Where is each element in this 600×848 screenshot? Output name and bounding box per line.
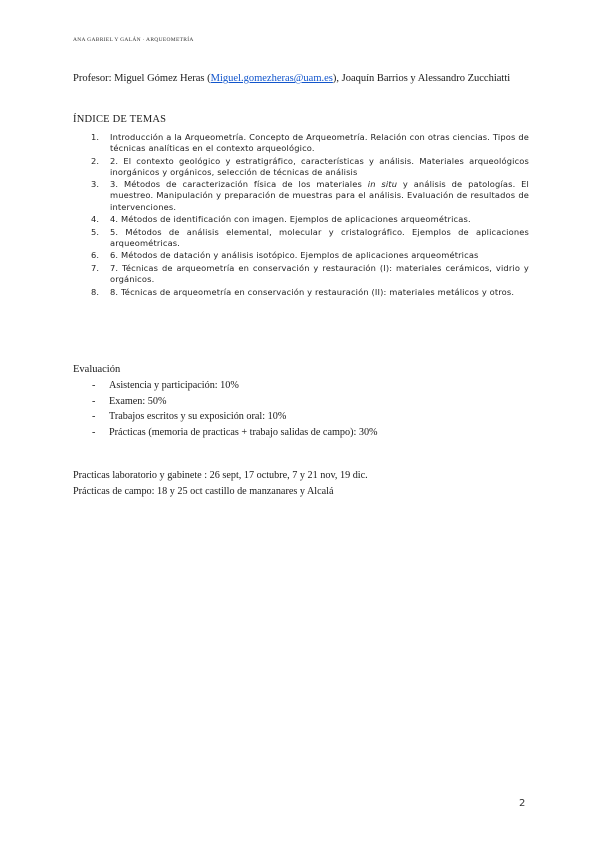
list-item	[73, 250, 529, 261]
topic-text: 4. Métodos de identificación con imagen. Ejemplos de aplicaciones arqueométricas.	[110, 214, 471, 225]
evaluation-item-text: Examen: 50%	[109, 395, 167, 407]
list-item	[73, 132, 529, 154]
list-item	[73, 263, 529, 285]
topic-text: 2. El contexto geológico y estratigráfico, características y análisis. Materiales arqueológicos inorgánicos y orgánicos, selección de técnicas de análisis	[110, 155, 529, 177]
topic-number: 3.	[91, 179, 100, 190]
topic-text: 7. Técnicas de arqueometría en conservación y restauración (I): materiales cerámicos, vidrio y orgánicos.	[110, 263, 529, 285]
dash-bullet: -	[92, 426, 96, 438]
list-item	[73, 409, 378, 425]
topic-text-after: y análisis de patologías. El muestreo. Manipulación y preparación de muestras para el análisis. Evaluación de resultados de intervenciones.	[110, 179, 530, 212]
list-item	[73, 214, 529, 225]
field-practices-line: Prácticas de campo: 18 y 25 oct castillo de manzanares y Alcalá	[73, 485, 334, 497]
topic-text: Introducción a la Arqueometría. Concepto de Arqueometría. Relación con otras ciencias. Tipos de técnicas analíticas en el contexto arqueológico.	[110, 132, 529, 154]
dash-bullet: -	[92, 411, 96, 422]
topic-text: 5. Métodos de análisis elemental, molecular y cristalográfico. Ejemplos de aplicaciones arqueométricas.	[110, 226, 529, 248]
professor-email-link[interactable]: Miguel.gomezheras@uam.es	[210, 73, 333, 84]
list-item	[73, 227, 529, 249]
topic-text: 8. Técnicas de arqueometría en conservación y restauración (II): materiales metálicos y otros.	[110, 286, 515, 297]
topic-text	[110, 179, 529, 211]
professor-label: Profesor:	[73, 73, 112, 84]
professor-line: Profesor: Miguel Gómez Heras (Miguel.gomezheras@uam.es), Joaquín Barrios y Alessandro Zucchiatti	[73, 73, 511, 84]
page-number: 2	[519, 798, 526, 809]
list-item	[73, 156, 529, 178]
lab-practices-line: Practicas laboratorio y gabinete : 26 sept, 17 octubre, 7 y 21 nov, 19 dic.	[73, 470, 368, 481]
topic-number: 6.	[91, 250, 100, 261]
evaluation-item-text: Prácticas (memoria de practicas + trabajo salidas de campo): 30%	[109, 426, 378, 438]
dash-bullet: -	[92, 395, 96, 407]
evaluation-list	[73, 378, 378, 440]
topic-number: 5.	[91, 226, 100, 237]
practices-block	[73, 468, 368, 499]
topics-list	[73, 132, 529, 299]
topic-text-before: 3. Métodos de caracterización física de los materiales	[110, 179, 368, 190]
list-item	[73, 287, 529, 298]
list-item	[73, 425, 378, 441]
topic-number: 2.	[91, 155, 100, 166]
list-item	[73, 179, 529, 212]
dash-bullet: -	[92, 380, 96, 391]
topic-text: 6. Métodos de datación y análisis isotópico. Ejemplos de aplicaciones arqueométricas	[110, 250, 479, 261]
topic-text-italic: in situ	[367, 179, 398, 190]
topic-number: 8.	[91, 286, 100, 297]
evaluation-item-text: Trabajos escritos y su exposición oral: 10%	[109, 411, 287, 422]
professor-others: Joaquín Barrios y Alessandro Zucchiatti	[341, 73, 511, 84]
topic-number: 7.	[91, 263, 100, 274]
topic-number: 1.	[91, 132, 100, 142]
index-title: ÍNDICE DE TEMAS	[73, 114, 167, 125]
professor-main-name: Miguel Gómez Heras	[114, 73, 205, 84]
evaluation-title: Evaluación	[73, 364, 121, 375]
list-item	[73, 378, 378, 394]
running-header: ANA GABRIEL Y GALÁN · ARQUEOMETRÍA	[73, 37, 194, 43]
evaluation-item-text: Asistencia y participación: 10%	[109, 380, 239, 391]
list-item	[73, 394, 378, 410]
topic-number: 4.	[91, 214, 100, 225]
